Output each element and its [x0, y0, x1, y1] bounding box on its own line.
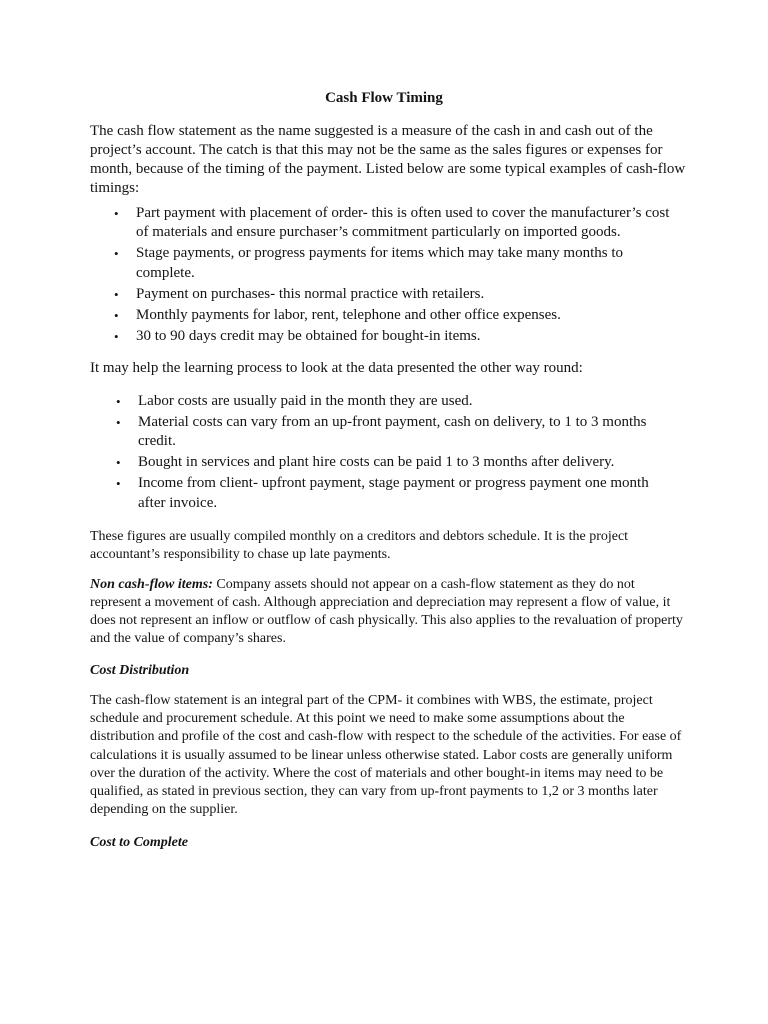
cost-distribution-heading: Cost Distribution — [90, 663, 190, 678]
list-item — [114, 204, 676, 243]
list-item — [116, 413, 668, 452]
bullet-icon: • — [116, 455, 121, 471]
bullet-icon: • — [114, 206, 119, 221]
bullet-icon: • — [114, 307, 119, 323]
page-title: Cash Flow Timing — [325, 90, 443, 106]
list-item-text: Labor costs are usually paid in the month they are used. — [138, 393, 473, 409]
list-item — [114, 327, 676, 346]
list-item-text: 30 to 90 days credit may be obtained for bought-in items. — [136, 327, 481, 344]
list-item — [114, 306, 676, 325]
other-way-list — [116, 392, 668, 515]
cost-distribution-paragraph: The cash-flow statement is an integral part of the CPM- it combines with WBS, the estimate, project schedule and procurement schedule. At this point we need to make some assumptions about the distribution and profile of the cost and cash-flow with respect to the schedule of the activities. For ease of calculations it is usually assumed to be linear unless otherwise stated. Labor costs are generally uniform over the duration of the activity. Where the cost of materials and other bought-in items may need to be qualified, as stated in previous section, they can vary from up-front payments to 1,2 or 3 months later depending on the supplier. — [90, 693, 682, 818]
list-item-text: Income from client- upfront payment, stage payment or progress payment one month after invoice. — [138, 475, 649, 511]
list-item-text: Part payment with placement of order- this is often used to cover the manufacturer’s cost of materials and ensure purchaser’s commitment particularly on imported goods. — [136, 205, 670, 241]
bullet-icon: • — [116, 414, 121, 430]
bullet-icon: • — [116, 394, 121, 409]
bullet-icon: • — [116, 476, 121, 492]
list-item-text: Material costs can vary from an up-front payment, cash on delivery, to 1 to 3 months credit. — [138, 413, 647, 450]
list-item-text: Stage payments, or progress payments for items which may take many months to complete. — [136, 245, 623, 281]
list-item-text: Payment on purchases- this normal practice with retailers. — [136, 285, 485, 302]
other-way-paragraph: It may help the learning process to look at the data presented the other way round: — [90, 360, 583, 376]
list-item-text: Monthly payments for labor, rent, telephone and other office expenses. — [136, 306, 561, 323]
list-item — [116, 474, 668, 513]
list-item — [114, 244, 676, 283]
list-item-text: Bought in services and plant hire costs can be paid 1 to 3 months after delivery. — [138, 454, 615, 471]
list-item — [116, 453, 668, 472]
bullet-icon: • — [114, 328, 119, 344]
bullet-icon: • — [114, 246, 119, 262]
non-cash-flow-lead: Non cash-flow items: — [90, 577, 213, 592]
intro-paragraph: The cash flow statement as the name suggested is a measure of the cash in and cash out of the project’s account. The catch is that this may not be the same as the sales figures or expenses for month, because of the timing of the payment. Listed below are some typical examples of cash-flow timings: — [90, 123, 686, 196]
list-item — [116, 392, 668, 411]
schedule-paragraph: These figures are usually compiled monthly on a creditors and debtors schedule. It is the project accountant’s responsibility to chase up late payments. — [90, 529, 629, 562]
list-item — [114, 285, 676, 304]
bullet-icon: • — [114, 286, 119, 302]
timing-examples-list — [114, 204, 676, 348]
non-cash-flow-text: Company assets should not appear on a cash-flow statement as they do not represent a movement of cash. Although appreciation and depreciation may represent a flow of value, it does not represent an inflow or outflow of cash physically. This also applies to the revaluation of property and the value of company’s shares. — [90, 577, 683, 646]
non-cash-flow-paragraph — [90, 576, 686, 648]
cost-to-complete-heading: Cost to Complete — [90, 835, 188, 850]
